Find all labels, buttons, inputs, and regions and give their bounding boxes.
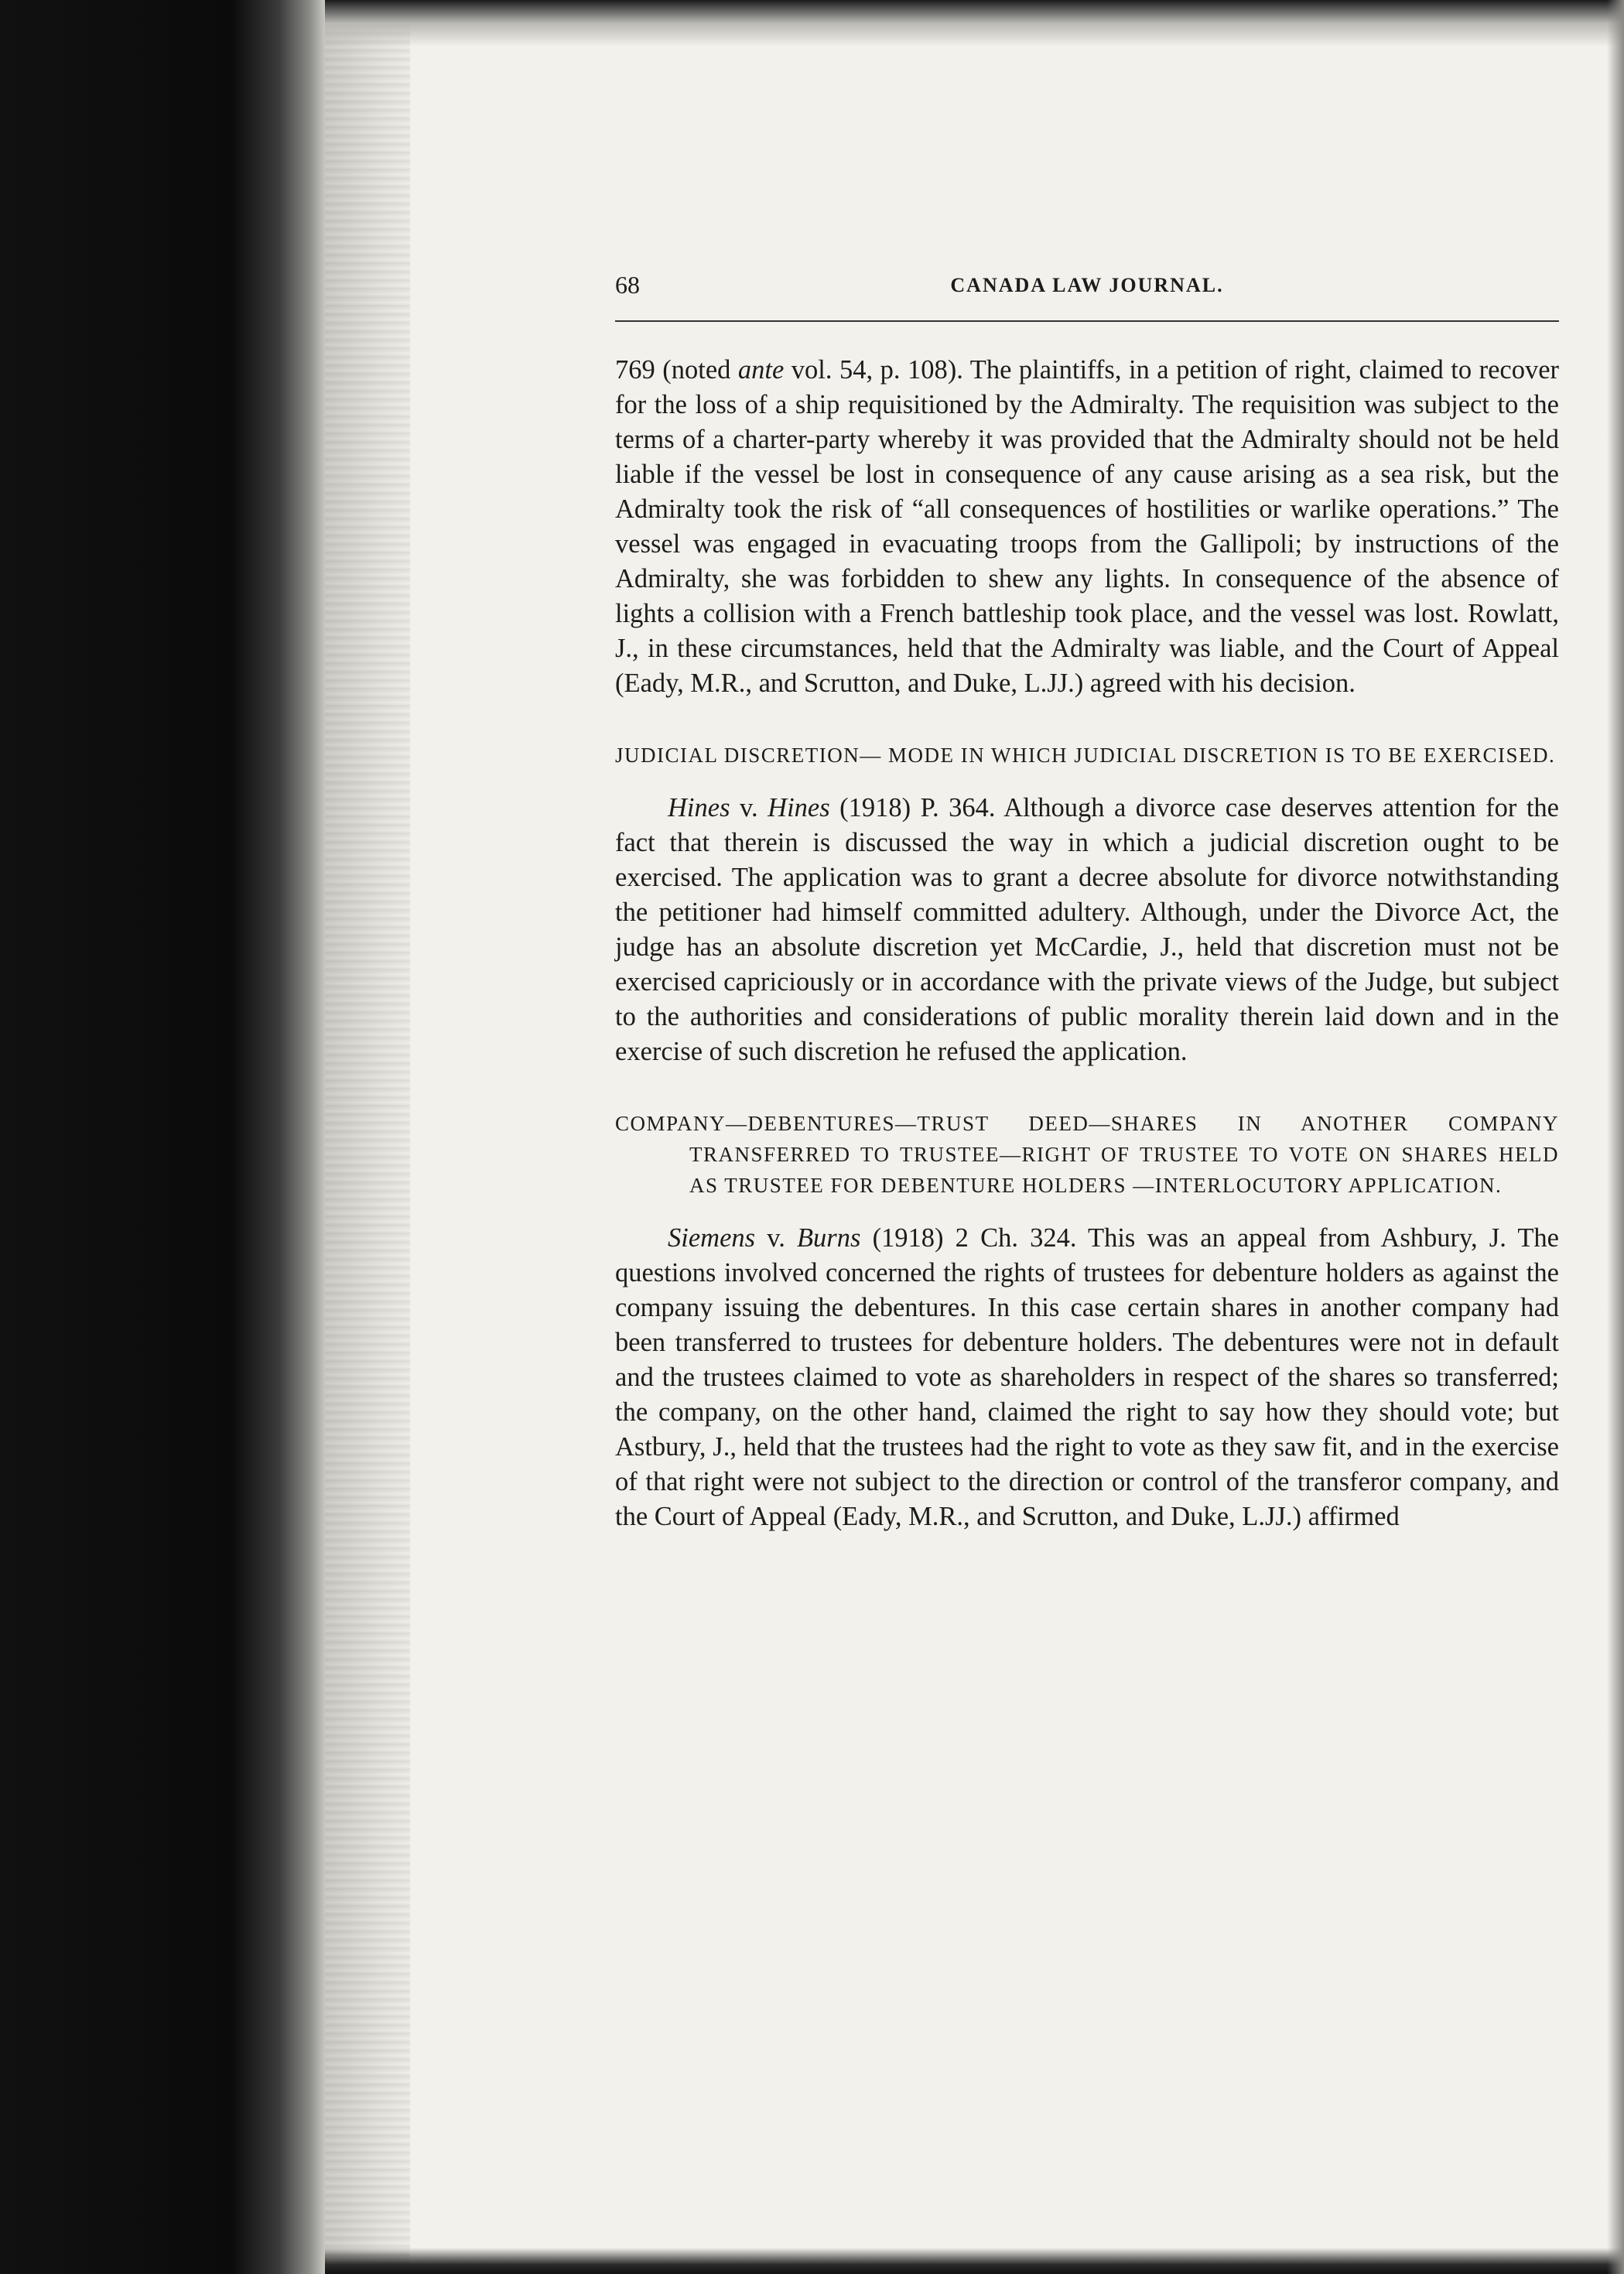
paragraph-hines-v-hines (615, 791, 1559, 1069)
running-head (615, 271, 1559, 308)
headnote-company-debentures: COMPANY—DEBENTURES—TRUST DEED—SHARES IN ANOTHER COMPANY TRANSFERRED TO TRUSTEE—RIGHT OF TRUSTEE TO VOTE ON SHARES HELD AS TRUSTEE FOR DEBENTURE HOLDERS —INTERLOCUTORY APPLICATION. (615, 1112, 1559, 1197)
case-versus: v. (755, 1223, 797, 1253)
case-text: (1918) 2 Ch. 324. This was an appeal from Ashbury, J. The questions involved concerned the rights of trustees for debenture holders as against the company issuing the debentures. In this case certain shares in another company had been transferred to trustees for debenture holders. The debentures were not in default and the trustees claimed to vote as shareholders in respect of the shares so transferred; the company, on the other hand, claimed the right to say how they should vote; but Astbury, J., held that the trustees had the right to vote as they saw fit, and in the exercise of that right were not subject to the direction or control of the transferor company, and the Court of Appeal (Eady, M.R., and Scrutton, and Duke, L.JJ.) affirmed (615, 1223, 1559, 1531)
paragraph-siemens-v-burns (615, 1221, 1559, 1534)
case-party-second: Burns (796, 1223, 861, 1253)
case-versus: v. (730, 793, 768, 822)
case-party-second: Hines (768, 793, 830, 822)
continued-text: vol. 54, p. 108). The plaintiffs, in a petition of right, claimed to recover for the loss of a ship requisitioned by the Admiralty. The requisition was subject to the terms of a charter-party whereby it was provided that the Admiralty should not be held liable if the vessel be lost in consequence of any cause arising as a sea risk, but the Admiralty took the risk of “all consequences of hostilities or warlike operations.” The vessel was engaged in evacuating troops from the Gallipoli; by instructions of the Admiralty, she was forbidden to shew any lights. In consequence of the absence of lights a collision with a French battleship took place, and the vessel was lost. Rowlatt, J., in these circumstances, held that the Admiralty was liable, and the Court of Appeal (Eady, M.R., and Scrutton, and Duke, L.JJ.) agreed with his decision. (615, 355, 1559, 698)
header-rule (615, 320, 1559, 322)
book-binding-shadow (0, 0, 325, 2274)
journal-page (615, 271, 1559, 1534)
ante-citation: ante (737, 355, 785, 385)
continued-text-start: 769 (noted (615, 355, 738, 385)
scan-right-edge (1607, 0, 1624, 2274)
case-text: (1918) P. 364. Although a divorce case deserves attention for the fact that therein is discussed the way in which a judicial discretion ought to be exercised. The application was to grant a decree absolute for divorce notwithstanding the petitioner had himself committed adultery. Although, under the Divorce Act, the judge has an absolute discretion yet McCardie, J., held that discretion must not be exercised capriciously or in accordance with the private views of the Judge, but subject to the authorities and considerations of public morality therein laid down and in the exercise of such discretion he refused the application. (615, 793, 1559, 1066)
page-gutter (325, 0, 410, 2274)
case-party-first: Siemens (668, 1223, 756, 1253)
scan-top-edge (325, 0, 1624, 46)
page-number: 68 (615, 271, 640, 299)
case-party-first: Hines (668, 793, 730, 822)
headnote-judicial-discretion: JUDICIAL DISCRETION— MODE IN WHICH JUDICIAL DISCRETION IS TO BE EXERCISED. (615, 744, 1556, 767)
continued-paragraph (615, 353, 1559, 701)
scan-bottom-edge (325, 2248, 1624, 2274)
journal-title: CANADA LAW JOURNAL. (950, 274, 1224, 296)
